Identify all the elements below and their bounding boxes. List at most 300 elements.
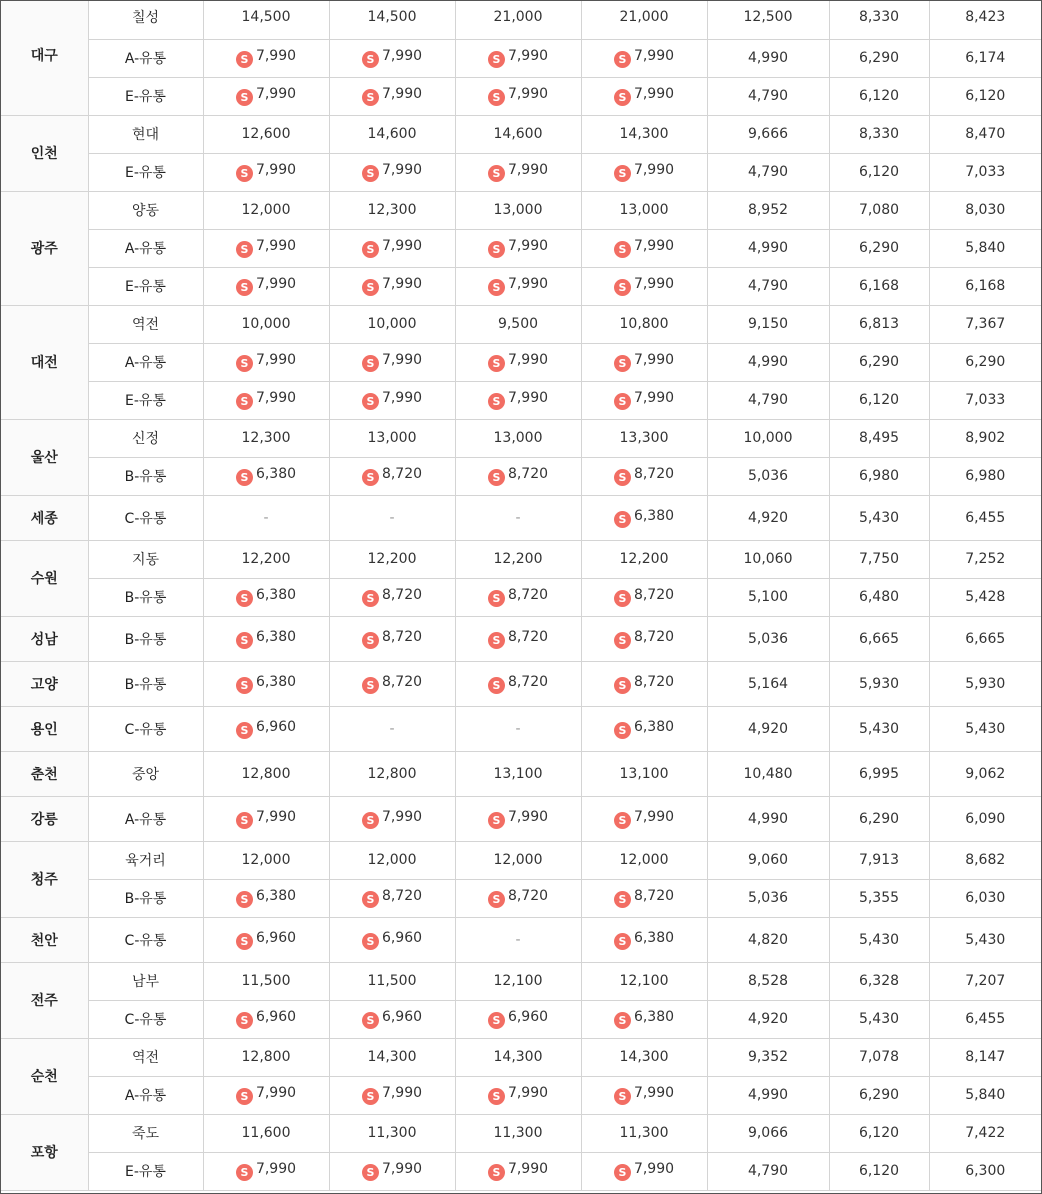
price-value: 6,300: [965, 1163, 1006, 1179]
price-cell: [581, 841, 707, 879]
price-value: 5,430: [858, 1011, 900, 1027]
price-cell: [929, 457, 1041, 495]
sale-badge-icon: S: [614, 511, 631, 528]
price-cell: [707, 1038, 829, 1076]
price-value: 4,790: [747, 1163, 789, 1179]
price-cell: [929, 616, 1041, 661]
price-cell: [929, 578, 1041, 616]
price-cell: [929, 1114, 1041, 1152]
region-cell: 강릉: [1, 796, 88, 841]
price-value: 7,990: [381, 1161, 423, 1177]
sale-badge-icon: S: [236, 393, 253, 410]
price-cell: [203, 661, 329, 706]
price-cell: [929, 153, 1041, 191]
table-row: [1, 191, 1041, 229]
price-cell: [707, 661, 829, 706]
price-cell: [829, 343, 929, 381]
price-value: 7,913: [858, 852, 900, 868]
price-cell: [329, 879, 455, 917]
price-cell: [929, 661, 1041, 706]
station-cell: 죽도: [88, 1114, 203, 1152]
price-cell: [203, 343, 329, 381]
sale-badge-icon: S: [362, 933, 379, 950]
price-cell: [581, 229, 707, 267]
price-cell: [203, 796, 329, 841]
sale-badge-icon: S: [362, 1164, 379, 1181]
price-cell: [203, 1114, 329, 1152]
station-cell: B-유통: [88, 879, 203, 917]
price-value: 6,455: [965, 1011, 1006, 1027]
price-value: 6,380: [255, 466, 297, 482]
price-cell: [581, 616, 707, 661]
price-cell: [203, 39, 329, 77]
price-value: 8,720: [633, 888, 675, 904]
price-value: 6,380: [255, 587, 297, 603]
price-value: 6,030: [965, 890, 1006, 906]
price-value: 13,300: [619, 430, 669, 446]
table-row: [1, 706, 1041, 751]
price-cell: [929, 1000, 1041, 1038]
price-cell: [581, 267, 707, 305]
price-value: 7,990: [507, 48, 549, 64]
price-cell: [581, 751, 707, 796]
price-value: 4,990: [747, 50, 789, 66]
table-row: [1, 1076, 1041, 1114]
price-cell: [929, 841, 1041, 879]
price-cell: [203, 305, 329, 343]
price-value: 12,000: [241, 852, 291, 868]
price-cell: [329, 457, 455, 495]
sale-badge-icon: S: [236, 469, 253, 486]
price-value: 8,147: [965, 1049, 1006, 1065]
price-cell: [707, 267, 829, 305]
price-cell: [707, 616, 829, 661]
price-value: 6,380: [633, 929, 675, 946]
price-cell: [581, 962, 707, 1000]
table-row: [1, 77, 1041, 115]
price-cell: [455, 77, 581, 115]
sale-badge-icon: S: [236, 933, 253, 950]
price-cell: [329, 540, 455, 578]
price-value: 8,952: [747, 202, 789, 218]
station-cell: C-유통: [88, 1000, 203, 1038]
sale-badge-icon: S: [362, 590, 379, 607]
table-row: [1, 616, 1041, 661]
price-cell: [203, 153, 329, 191]
region-cell: 인천: [1, 115, 88, 191]
price-cell: [929, 962, 1041, 1000]
price-value: 7,990: [633, 48, 675, 64]
price-value: 13,100: [493, 765, 543, 782]
price-value: 7,990: [633, 238, 675, 254]
price-value: 6,960: [381, 1009, 423, 1025]
price-cell: [455, 796, 581, 841]
sale-badge-icon: S: [614, 933, 631, 950]
sale-badge-icon: S: [614, 89, 631, 106]
station-cell: 지동: [88, 540, 203, 578]
price-cell: [707, 1152, 829, 1190]
price-cell: [581, 917, 707, 962]
station-cell: 칠성: [88, 0, 203, 39]
price-cell: [929, 879, 1041, 917]
price-cell: [203, 495, 329, 540]
price-value: 4,990: [747, 810, 789, 827]
station-cell: E-유통: [88, 267, 203, 305]
region-cell: 용인: [1, 706, 88, 751]
price-cell: [203, 229, 329, 267]
price-cell: [455, 661, 581, 706]
station-cell: 양동: [88, 191, 203, 229]
price-value: 4,920: [747, 509, 789, 526]
empty-value: -: [263, 509, 269, 526]
price-cell: [329, 0, 455, 39]
price-value: 8,682: [965, 852, 1006, 868]
price-cell: [829, 39, 929, 77]
price-cell: [329, 381, 455, 419]
region-cell: 전주: [1, 962, 88, 1038]
price-cell: [203, 1000, 329, 1038]
price-cell: [581, 540, 707, 578]
sale-badge-icon: S: [614, 677, 631, 694]
price-value: 4,990: [747, 354, 789, 370]
price-value: 9,352: [747, 1049, 789, 1065]
price-cell: [581, 153, 707, 191]
price-value: 11,600: [241, 1125, 291, 1141]
price-value: 7,990: [633, 1161, 675, 1177]
price-value: 14,600: [493, 126, 543, 142]
price-cell: [203, 616, 329, 661]
price-cell: [829, 0, 929, 39]
price-cell: [707, 457, 829, 495]
price-cell: [203, 457, 329, 495]
sale-badge-icon: S: [362, 1012, 379, 1029]
price-cell: [581, 0, 707, 39]
price-cell: [829, 661, 929, 706]
price-cell: [929, 1152, 1041, 1190]
table-row: [1, 879, 1041, 917]
price-value: 5,164: [747, 675, 789, 692]
price-value: 14,300: [619, 126, 669, 142]
price-cell: [203, 962, 329, 1000]
price-cell: [707, 419, 829, 457]
price-value: 7,990: [381, 162, 423, 178]
price-cell: [929, 191, 1041, 229]
price-cell: [829, 751, 929, 796]
price-value: 7,990: [633, 276, 675, 292]
price-value: 6,960: [381, 929, 423, 946]
price-value: 9,666: [747, 126, 789, 142]
station-cell: 남부: [88, 962, 203, 1000]
price-value: 6,120: [858, 1163, 900, 1179]
price-value: 8,720: [381, 888, 423, 904]
price-cell: [581, 419, 707, 457]
price-cell: [329, 616, 455, 661]
price-cell: [203, 1038, 329, 1076]
sale-badge-icon: S: [488, 1164, 505, 1181]
price-cell: [581, 77, 707, 115]
price-value: 7,990: [381, 276, 423, 292]
table-row: [1, 495, 1041, 540]
sale-badge-icon: S: [488, 590, 505, 607]
region-cell: 포항: [1, 1114, 88, 1190]
price-value: 7,990: [255, 1085, 297, 1101]
price-value: 7,990: [507, 1085, 549, 1101]
price-value: 12,800: [241, 765, 291, 782]
sale-badge-icon: S: [488, 1012, 505, 1029]
price-cell: [455, 540, 581, 578]
price-cell: [329, 305, 455, 343]
region-cell: 춘천: [1, 751, 88, 796]
price-cell: [829, 495, 929, 540]
price-cell: [203, 706, 329, 751]
price-cell: [707, 153, 829, 191]
price-value: 7,990: [507, 808, 549, 825]
price-cell: [455, 0, 581, 39]
station-cell: 현대: [88, 115, 203, 153]
table-body: [1, 0, 1041, 1190]
price-value: 4,920: [747, 720, 789, 737]
price-cell: [581, 191, 707, 229]
price-value: 8,720: [633, 628, 675, 645]
region-cell: 순천: [1, 1038, 88, 1114]
price-cell: [829, 540, 929, 578]
price-value: 7,033: [965, 164, 1006, 180]
price-value: 12,200: [619, 551, 669, 567]
station-cell: 신정: [88, 419, 203, 457]
price-value: 7,990: [633, 162, 675, 178]
station-cell: A-유통: [88, 343, 203, 381]
price-cell: [203, 751, 329, 796]
sale-badge-icon: S: [614, 51, 631, 68]
price-cell: [829, 1152, 929, 1190]
price-value: 14,600: [367, 126, 417, 142]
price-value: 7,990: [381, 352, 423, 368]
price-cell: [203, 1152, 329, 1190]
price-cell: [455, 153, 581, 191]
price-cell: [829, 457, 929, 495]
price-cell: [455, 962, 581, 1000]
table-row: [1, 962, 1041, 1000]
price-value: 8,720: [507, 888, 549, 904]
price-cell: [929, 1038, 1041, 1076]
price-value: 10,000: [743, 430, 793, 446]
price-cell: [581, 457, 707, 495]
price-cell: [455, 1076, 581, 1114]
price-value: 8,330: [858, 9, 900, 26]
table-row: [1, 578, 1041, 616]
price-value: 6,290: [858, 240, 900, 256]
price-cell: [707, 751, 829, 796]
price-value: 8,470: [965, 126, 1006, 142]
price-value: 11,500: [367, 973, 417, 989]
price-value: 8,720: [507, 673, 549, 690]
station-cell: B-유통: [88, 457, 203, 495]
sale-badge-icon: S: [236, 722, 253, 739]
region-cell: 고양: [1, 661, 88, 706]
price-value: 13,000: [619, 202, 669, 218]
price-value: 12,200: [493, 551, 543, 567]
empty-value: -: [515, 720, 521, 737]
sale-badge-icon: S: [488, 812, 505, 829]
price-cell: [329, 751, 455, 796]
price-value: 7,990: [633, 352, 675, 368]
sale-badge-icon: S: [488, 393, 505, 410]
price-value: 7,367: [965, 316, 1006, 332]
price-cell: [929, 796, 1041, 841]
price-cell: [929, 917, 1041, 962]
price-value: 5,840: [965, 1087, 1006, 1103]
price-cell: [203, 419, 329, 457]
price-value: 7,422: [965, 1125, 1006, 1141]
price-value: 6,960: [255, 718, 297, 735]
price-value: 7,990: [381, 390, 423, 406]
price-value: 9,150: [747, 316, 789, 332]
price-cell: [581, 305, 707, 343]
price-value: 6,960: [255, 929, 297, 946]
price-value: 8,330: [858, 126, 900, 142]
sale-badge-icon: S: [362, 891, 379, 908]
price-value: 12,000: [367, 852, 417, 868]
price-cell: [829, 77, 929, 115]
price-cell: [581, 661, 707, 706]
price-value: 6,120: [858, 1125, 900, 1141]
price-cell: [707, 841, 829, 879]
price-cell: [707, 305, 829, 343]
table-row: [1, 1038, 1041, 1076]
price-cell: [707, 706, 829, 751]
sale-badge-icon: S: [488, 677, 505, 694]
price-cell: [581, 796, 707, 841]
table-row: [1, 457, 1041, 495]
empty-value: -: [515, 509, 521, 526]
region-cell: 청주: [1, 841, 88, 917]
price-value: 7,990: [255, 162, 297, 178]
price-value: 12,800: [367, 765, 417, 782]
price-cell: [455, 1114, 581, 1152]
price-value: 8,720: [507, 587, 549, 603]
price-cell: [707, 1076, 829, 1114]
station-cell: B-유통: [88, 578, 203, 616]
sale-badge-icon: S: [488, 355, 505, 372]
sale-badge-icon: S: [362, 279, 379, 296]
price-value: 6,380: [633, 1009, 675, 1025]
empty-value: -: [389, 720, 395, 737]
price-cell: [581, 578, 707, 616]
empty-value: -: [389, 509, 395, 526]
price-cell: [329, 1076, 455, 1114]
price-value: 6,813: [858, 316, 900, 332]
station-cell: E-유통: [88, 1152, 203, 1190]
price-value: 5,430: [965, 720, 1006, 737]
sale-badge-icon: S: [362, 241, 379, 258]
price-value: 7,990: [255, 276, 297, 292]
price-cell: [929, 751, 1041, 796]
price-cell: [455, 115, 581, 153]
price-cell: [329, 796, 455, 841]
price-cell: [455, 305, 581, 343]
price-cell: [929, 39, 1041, 77]
price-value: 6,090: [965, 810, 1006, 827]
region-cell: 광주: [1, 191, 88, 305]
price-cell: [203, 267, 329, 305]
sale-badge-icon: S: [362, 51, 379, 68]
price-value: 6,328: [858, 973, 900, 989]
price-value: 6,380: [255, 673, 297, 690]
station-cell: E-유통: [88, 381, 203, 419]
price-value: 8,902: [965, 430, 1006, 446]
table-row: [1, 841, 1041, 879]
price-value: 13,000: [493, 202, 543, 218]
table-row: [1, 153, 1041, 191]
price-value: 7,990: [633, 86, 675, 102]
table-row: [1, 1114, 1041, 1152]
price-cell: [707, 578, 829, 616]
price-cell: [707, 540, 829, 578]
sale-badge-icon: S: [236, 241, 253, 258]
price-cell: [455, 419, 581, 457]
sale-badge-icon: S: [614, 241, 631, 258]
sale-badge-icon: S: [362, 1088, 379, 1105]
price-value: 7,990: [381, 86, 423, 102]
sale-badge-icon: S: [236, 165, 253, 182]
price-value: 4,990: [747, 1087, 789, 1103]
price-value: 6,455: [965, 509, 1006, 526]
price-value: 8,720: [507, 466, 549, 482]
price-value: 5,428: [965, 589, 1006, 605]
region-cell: 세종: [1, 495, 88, 540]
sale-badge-icon: S: [362, 469, 379, 486]
sale-badge-icon: S: [488, 279, 505, 296]
price-value: 6,174: [965, 50, 1006, 66]
table-row: [1, 1000, 1041, 1038]
price-cell: [829, 153, 929, 191]
station-cell: C-유통: [88, 495, 203, 540]
price-value: 7,990: [381, 238, 423, 254]
sale-badge-icon: S: [614, 722, 631, 739]
price-value: 8,720: [633, 587, 675, 603]
price-value: 7,990: [255, 1161, 297, 1177]
price-cell: [829, 917, 929, 962]
sale-badge-icon: S: [236, 1164, 253, 1181]
sale-badge-icon: S: [236, 355, 253, 372]
sale-badge-icon: S: [236, 632, 253, 649]
price-cell: [203, 917, 329, 962]
sale-badge-icon: S: [236, 590, 253, 607]
price-cell: [329, 841, 455, 879]
price-cell: [203, 115, 329, 153]
price-value: 5,430: [858, 509, 900, 526]
price-cell: [329, 917, 455, 962]
price-value: 6,290: [858, 1087, 900, 1103]
price-cell: [829, 305, 929, 343]
table-row: [1, 917, 1041, 962]
price-cell: [829, 616, 929, 661]
price-value: 6,960: [255, 1009, 297, 1025]
price-value: 5,930: [858, 675, 900, 692]
price-value: 5,036: [747, 630, 789, 647]
price-cell: [455, 616, 581, 661]
price-value: 7,990: [507, 162, 549, 178]
price-value: 14,300: [493, 1049, 543, 1065]
sale-badge-icon: S: [488, 891, 505, 908]
price-cell: [707, 0, 829, 39]
price-cell: [455, 1000, 581, 1038]
table-row: [1, 229, 1041, 267]
price-cell: [929, 0, 1041, 39]
sale-badge-icon: S: [488, 241, 505, 258]
station-cell: A-유통: [88, 229, 203, 267]
price-cell: [707, 343, 829, 381]
